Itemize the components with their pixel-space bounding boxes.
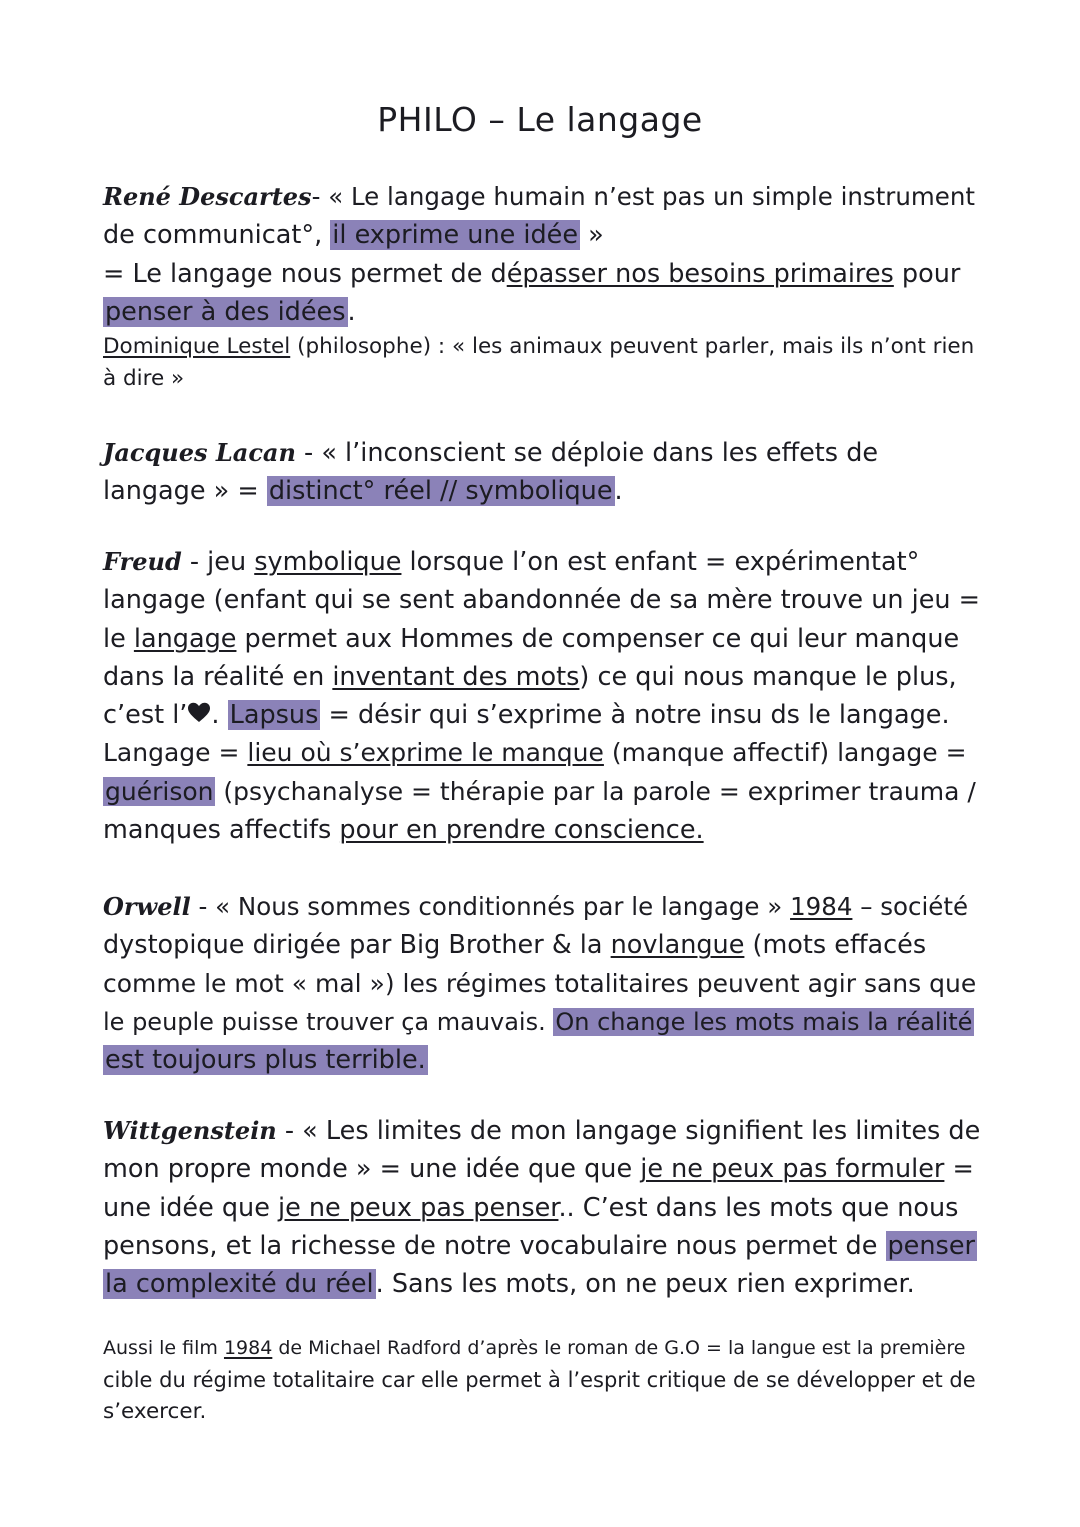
heart-icon [187, 701, 211, 725]
highlight: penser à des idées [105, 296, 346, 327]
author-name: Freud [103, 547, 182, 576]
text: langage (enfant qui se sent abandonnée de sa mère trouve un jeu = [103, 585, 981, 616]
text: pensons, et la richesse de notre vocabulaire nous permet de [103, 1230, 886, 1261]
text: le [103, 623, 134, 654]
author-name: René Descartes [103, 182, 312, 211]
highlight: penser [887, 1230, 975, 1261]
text: comme le mot « mal ») les régimes totalitaires peuvent agir sans que [103, 968, 977, 998]
text: langage » = [103, 476, 267, 507]
text: . [614, 476, 623, 507]
text: = désir qui s’exprime à notre insu ds le langage. [320, 700, 950, 731]
underlined-text: épasser nos besoins primaires [506, 258, 894, 289]
highlight: Lapsus [229, 700, 319, 731]
section-lacan [103, 434, 983, 511]
text: de communicat°, [103, 220, 331, 251]
text: pour [893, 258, 961, 289]
text: . [211, 700, 228, 731]
underlined-text: 1984 [223, 1337, 273, 1359]
text: » [580, 220, 604, 251]
highlight: distinct° réel // symbolique [268, 476, 613, 507]
text: le peuple puisse trouver ça mauvais. [103, 1007, 554, 1036]
page-title: PHILO – Le langage [377, 100, 703, 139]
text: - « l’inconscient se déploie dans les effets de [295, 438, 879, 468]
highlight: guérison [105, 776, 214, 806]
lestel-quote [103, 331, 983, 395]
underlined-text: 1984 [790, 892, 853, 921]
text: ) ce qui nous manque le plus, [579, 661, 957, 692]
text: - « Les limites de mon langage signifient les limites de [276, 1116, 981, 1146]
text: = [944, 1154, 974, 1185]
text: manques affectifs [103, 815, 340, 846]
text: (mots effacés [744, 930, 927, 961]
text: - « Nous sommes conditionnés par le langage » [190, 892, 791, 921]
text: cible du régime totalitaire car elle permet à l’esprit critique de se développer et de [103, 1368, 976, 1392]
text: (philosophe) : « les animaux peuvent parler, mais ils n’ont rien [290, 334, 975, 360]
section-freud [103, 543, 983, 849]
highlight: est toujours plus terrible. [105, 1045, 426, 1076]
highlight: il exprime une idée [332, 220, 579, 251]
text: = Le langage nous permet de d [103, 258, 507, 289]
text: (manque affectif) langage = [603, 738, 967, 768]
text: - « Le langage humain n’est pas un simple instrument [311, 182, 975, 211]
author-name: Wittgenstein [103, 1116, 277, 1145]
text: Langage = [103, 738, 248, 768]
underlined-text: je ne peux pas penser [278, 1192, 559, 1223]
text: de Michael Radford d’après le roman de G.O = la langue est la première [272, 1337, 966, 1359]
underlined-text: je ne peux pas formuler [640, 1154, 945, 1185]
highlight: On change les mots mais la réalité [555, 1007, 973, 1036]
underlined-text: symbolique [254, 547, 402, 577]
text: . Sans les mots, on ne peux rien exprimer. [375, 1269, 915, 1300]
underlined-text: Dominique Lestel [103, 334, 291, 360]
underlined-text: novlangue [610, 930, 745, 961]
author-name: Orwell [103, 892, 191, 921]
underlined-text: inventant des mots [332, 661, 580, 692]
text: - jeu [181, 547, 255, 577]
text: à dire » [103, 366, 185, 392]
text: lorsque l’on est enfant = expérimentat° [401, 547, 920, 577]
text: Aussi le film [103, 1337, 224, 1359]
text: mon propre monde » = une idée que que [103, 1154, 641, 1185]
text: .. C’est dans les mots que nous [558, 1192, 959, 1223]
text: permet aux Hommes de compenser ce qui leur manque [236, 623, 960, 654]
text: c’est l’ [103, 700, 188, 731]
text: . [347, 296, 356, 327]
text: s’exercer. [103, 1399, 207, 1424]
section-orwell [103, 888, 983, 1079]
author-name: Jacques Lacan [103, 438, 296, 467]
underlined-text: lieu où s’exprime le manque [247, 738, 604, 768]
footer-note [103, 1332, 983, 1428]
highlight: la complexité du réel [105, 1269, 374, 1300]
text: dans la réalité en [103, 661, 333, 692]
text: dystopique dirigée par Big Brother & la [103, 930, 611, 961]
text: une idée que [103, 1192, 279, 1223]
section-descartes [103, 178, 983, 395]
text: (psychanalyse = thérapie par la parole = exprimer trauma / [215, 776, 976, 806]
section-wittgenstein [103, 1112, 983, 1303]
text: – société [852, 892, 969, 921]
underlined-text: langage [133, 623, 237, 654]
underlined-text: pour en prendre conscience. [339, 815, 704, 846]
